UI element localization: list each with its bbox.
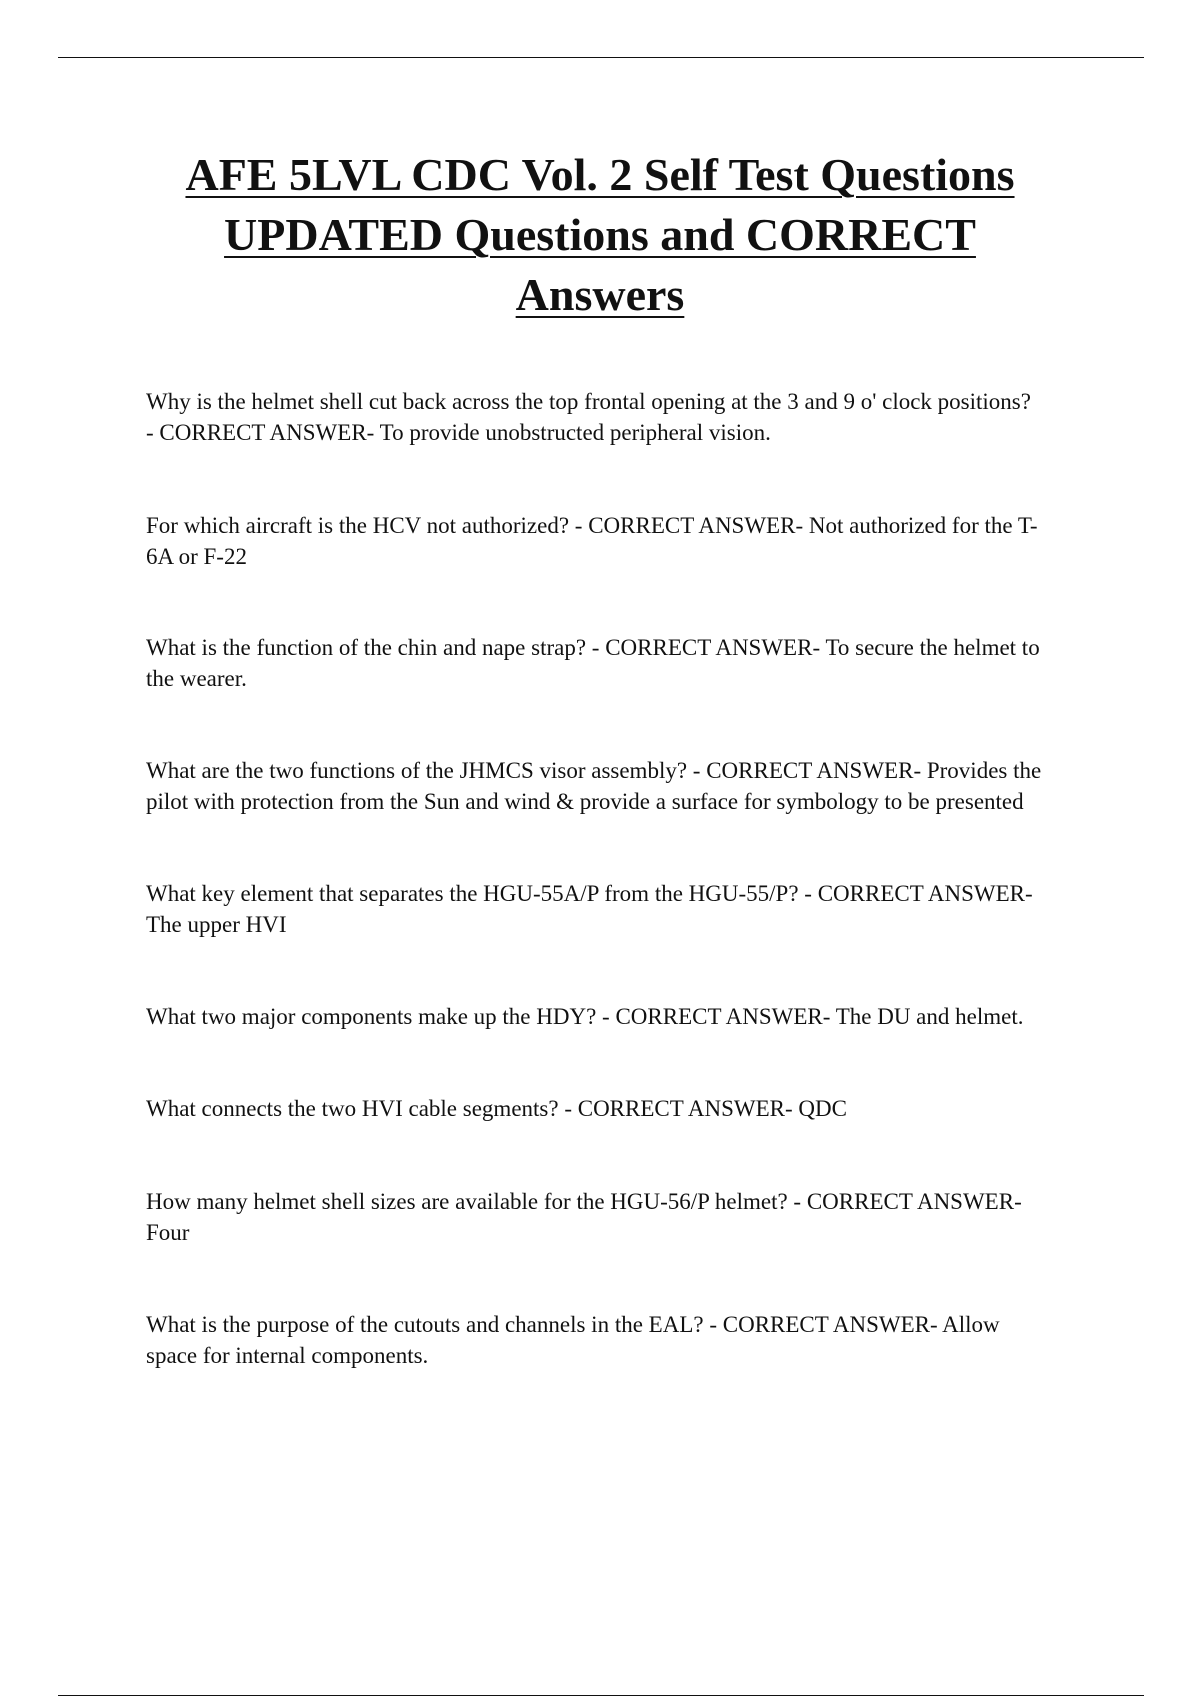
qa-text-line: 6A or F-22 <box>146 544 247 569</box>
qa-item-7 <box>146 1093 1096 1124</box>
qa-item-4 <box>146 755 1096 817</box>
bottom-divider <box>58 1695 1144 1696</box>
qa-item-9 <box>146 1309 1096 1371</box>
qa-item-6 <box>146 1001 1096 1032</box>
qa-text-line: the wearer. <box>146 666 247 691</box>
document-title <box>0 145 1200 325</box>
qa-text-line: The upper HVI <box>146 912 287 937</box>
qa-text-line: What connects the two HVI cable segments? - CORRECT ANSWER- QDC <box>146 1096 847 1121</box>
qa-text-line: What key element that separates the HGU-55A/P from the HGU-55/P? - CORRECT ANSWER- <box>146 881 1033 906</box>
qa-text-line: - CORRECT ANSWER- To provide unobstructed peripheral vision. <box>146 420 771 445</box>
qa-text-line: What is the function of the chin and nape strap? - CORRECT ANSWER- To secure the helmet to <box>146 635 1040 660</box>
qa-item-3 <box>146 632 1096 694</box>
qa-item-2 <box>146 510 1096 572</box>
qa-text-line: space for internal components. <box>146 1343 429 1368</box>
qa-text-line: What are the two functions of the JHMCS visor assembly? - CORRECT ANSWER- Provides the <box>146 758 1042 783</box>
qa-text-line: Four <box>146 1220 190 1245</box>
qa-text-line: What is the purpose of the cutouts and channels in the EAL? - CORRECT ANSWER- Allow <box>146 1312 1000 1337</box>
title-line-2: UPDATED Questions and CORRECT <box>224 209 976 260</box>
qa-text-line: What two major components make up the HDY? - CORRECT ANSWER- The DU and helmet. <box>146 1004 1024 1029</box>
qa-text-line: Why is the helmet shell cut back across the top frontal opening at the 3 and 9 o' clock positions? <box>146 389 1031 414</box>
qa-item-5 <box>146 878 1096 940</box>
top-divider <box>58 57 1144 58</box>
qa-text-line: For which aircraft is the HCV not authorized? - CORRECT ANSWER- Not authorized for the T- <box>146 513 1038 538</box>
title-line-1: AFE 5LVL CDC Vol. 2 Self Test Questions <box>185 149 1015 200</box>
qa-text-line: pilot with protection from the Sun and wind & provide a surface for symbology to be presented <box>146 789 1024 814</box>
qa-text-line: How many helmet shell sizes are available for the HGU-56/P helmet? - CORRECT ANSWER- <box>146 1189 1022 1214</box>
qa-item-8 <box>146 1186 1096 1248</box>
qa-item-1 <box>146 386 1096 448</box>
title-line-3: Answers <box>515 269 685 320</box>
